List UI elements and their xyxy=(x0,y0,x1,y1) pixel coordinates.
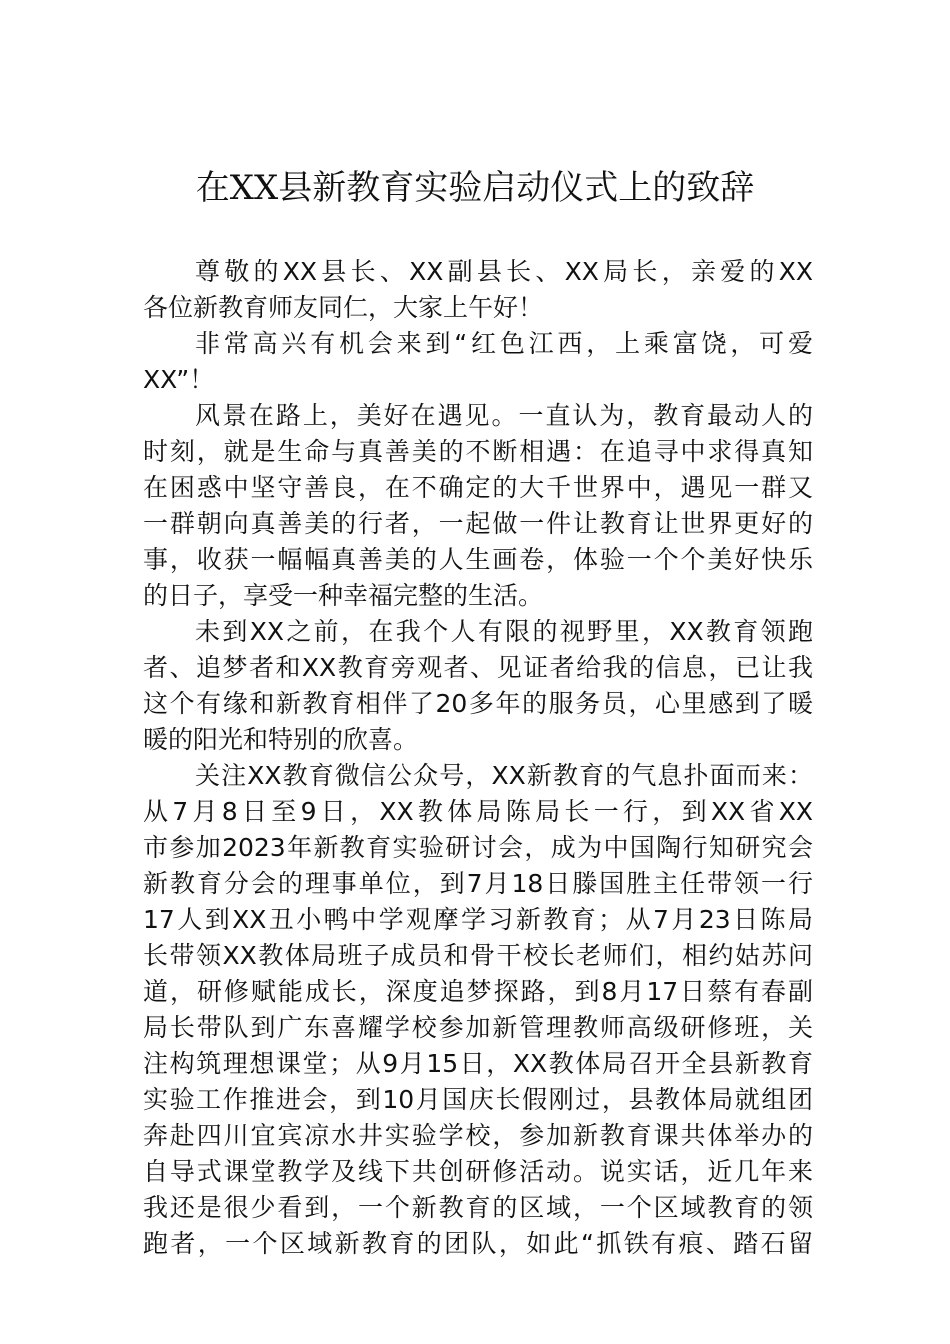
text-line: 关注XX教育微信公众号，XX新教育的气息扑面而来： xyxy=(195,761,813,790)
text-line: 自导式课堂教学及线下共创研修活动。说实话，近几年来 xyxy=(143,1157,813,1186)
text-line: 非常高兴有机会来到“红色江西，上乘富饶，可爱 xyxy=(195,329,813,358)
text-line: 未到XX之前，在我个人有限的视野里，XX教育领跑 xyxy=(195,617,813,646)
text-line: 实验工作推进会，到10月国庆长假刚过，县教体局就组团 xyxy=(143,1085,813,1114)
text-line: 各位新教育师友同仁，大家上午好！ xyxy=(143,293,544,322)
text-line: 17人到XX丑小鸭中学观摩学习新教育；从7月23日陈局 xyxy=(143,905,813,934)
text-line: 奔赴四川宜宾凉水井实验学校，参加新教育课共体举办的 xyxy=(143,1121,813,1150)
text-line: 局长带队到广东喜耀学校参加新管理教师高级研修班，关 xyxy=(143,1013,813,1042)
text-line: 风景在路上，美好在遇见。一直认为，教育最动人的 xyxy=(195,401,813,430)
text-line: 新教育分会的理事单位，到7月18日滕国胜主任带领一行 xyxy=(143,869,813,898)
text-line: 时刻，就是生命与真善美的不断相遇：在追寻中求得真知 xyxy=(143,437,813,466)
text-line: 注构筑理想课堂；从9月15日，XX教体局召开全县新教育 xyxy=(143,1049,813,1078)
text-line: 暖的阳光和特别的欣喜。 xyxy=(143,725,419,754)
speech-body xyxy=(143,254,813,1262)
text-line: 长带领XX教体局班子成员和骨干校长老师们，相约姑苏问 xyxy=(143,941,813,970)
text-line: 跑者，一个区域新教育的团队，如此“抓铁有痕、踏石留 xyxy=(143,1229,813,1258)
text-line: 尊敬的XX县长、XX副县长、XX局长，亲爱的XX xyxy=(195,257,813,286)
text-line: 者、追梦者和XX教育旁观者、见证者给我的信息，已让我 xyxy=(143,653,813,682)
text-line: 我还是很少看到，一个新教育的区域，一个区域教育的领 xyxy=(143,1193,813,1222)
text-line: 事，收获一幅幅真善美的人生画卷，体验一个个美好快乐 xyxy=(143,545,813,574)
text-line: 在困惑中坚守善良，在不确定的大千世界中，遇见一群又 xyxy=(143,473,813,502)
text-line: 从7月8日至9日，XX教体局陈局长一行，到XX省XX xyxy=(143,797,813,826)
text-line: 的日子，享受一种幸福完整的生活。 xyxy=(143,581,544,610)
page-title: 在XX县新教育实验启动仪式上的致辞 xyxy=(195,168,755,208)
text-line: XX”！ xyxy=(143,365,215,394)
text-line: 道，研修赋能成长，深度追梦探路，到8月17日蔡有春副 xyxy=(143,977,813,1006)
text-line: 一群朝向真善美的行者，一起做一件让教育让世界更好的 xyxy=(143,509,813,538)
text-line: 市参加2023年新教育实验研讨会，成为中国陶行知研究会 xyxy=(143,833,813,862)
text-line: 这个有缘和新教育相伴了20多年的服务员，心里感到了暖 xyxy=(143,689,813,718)
